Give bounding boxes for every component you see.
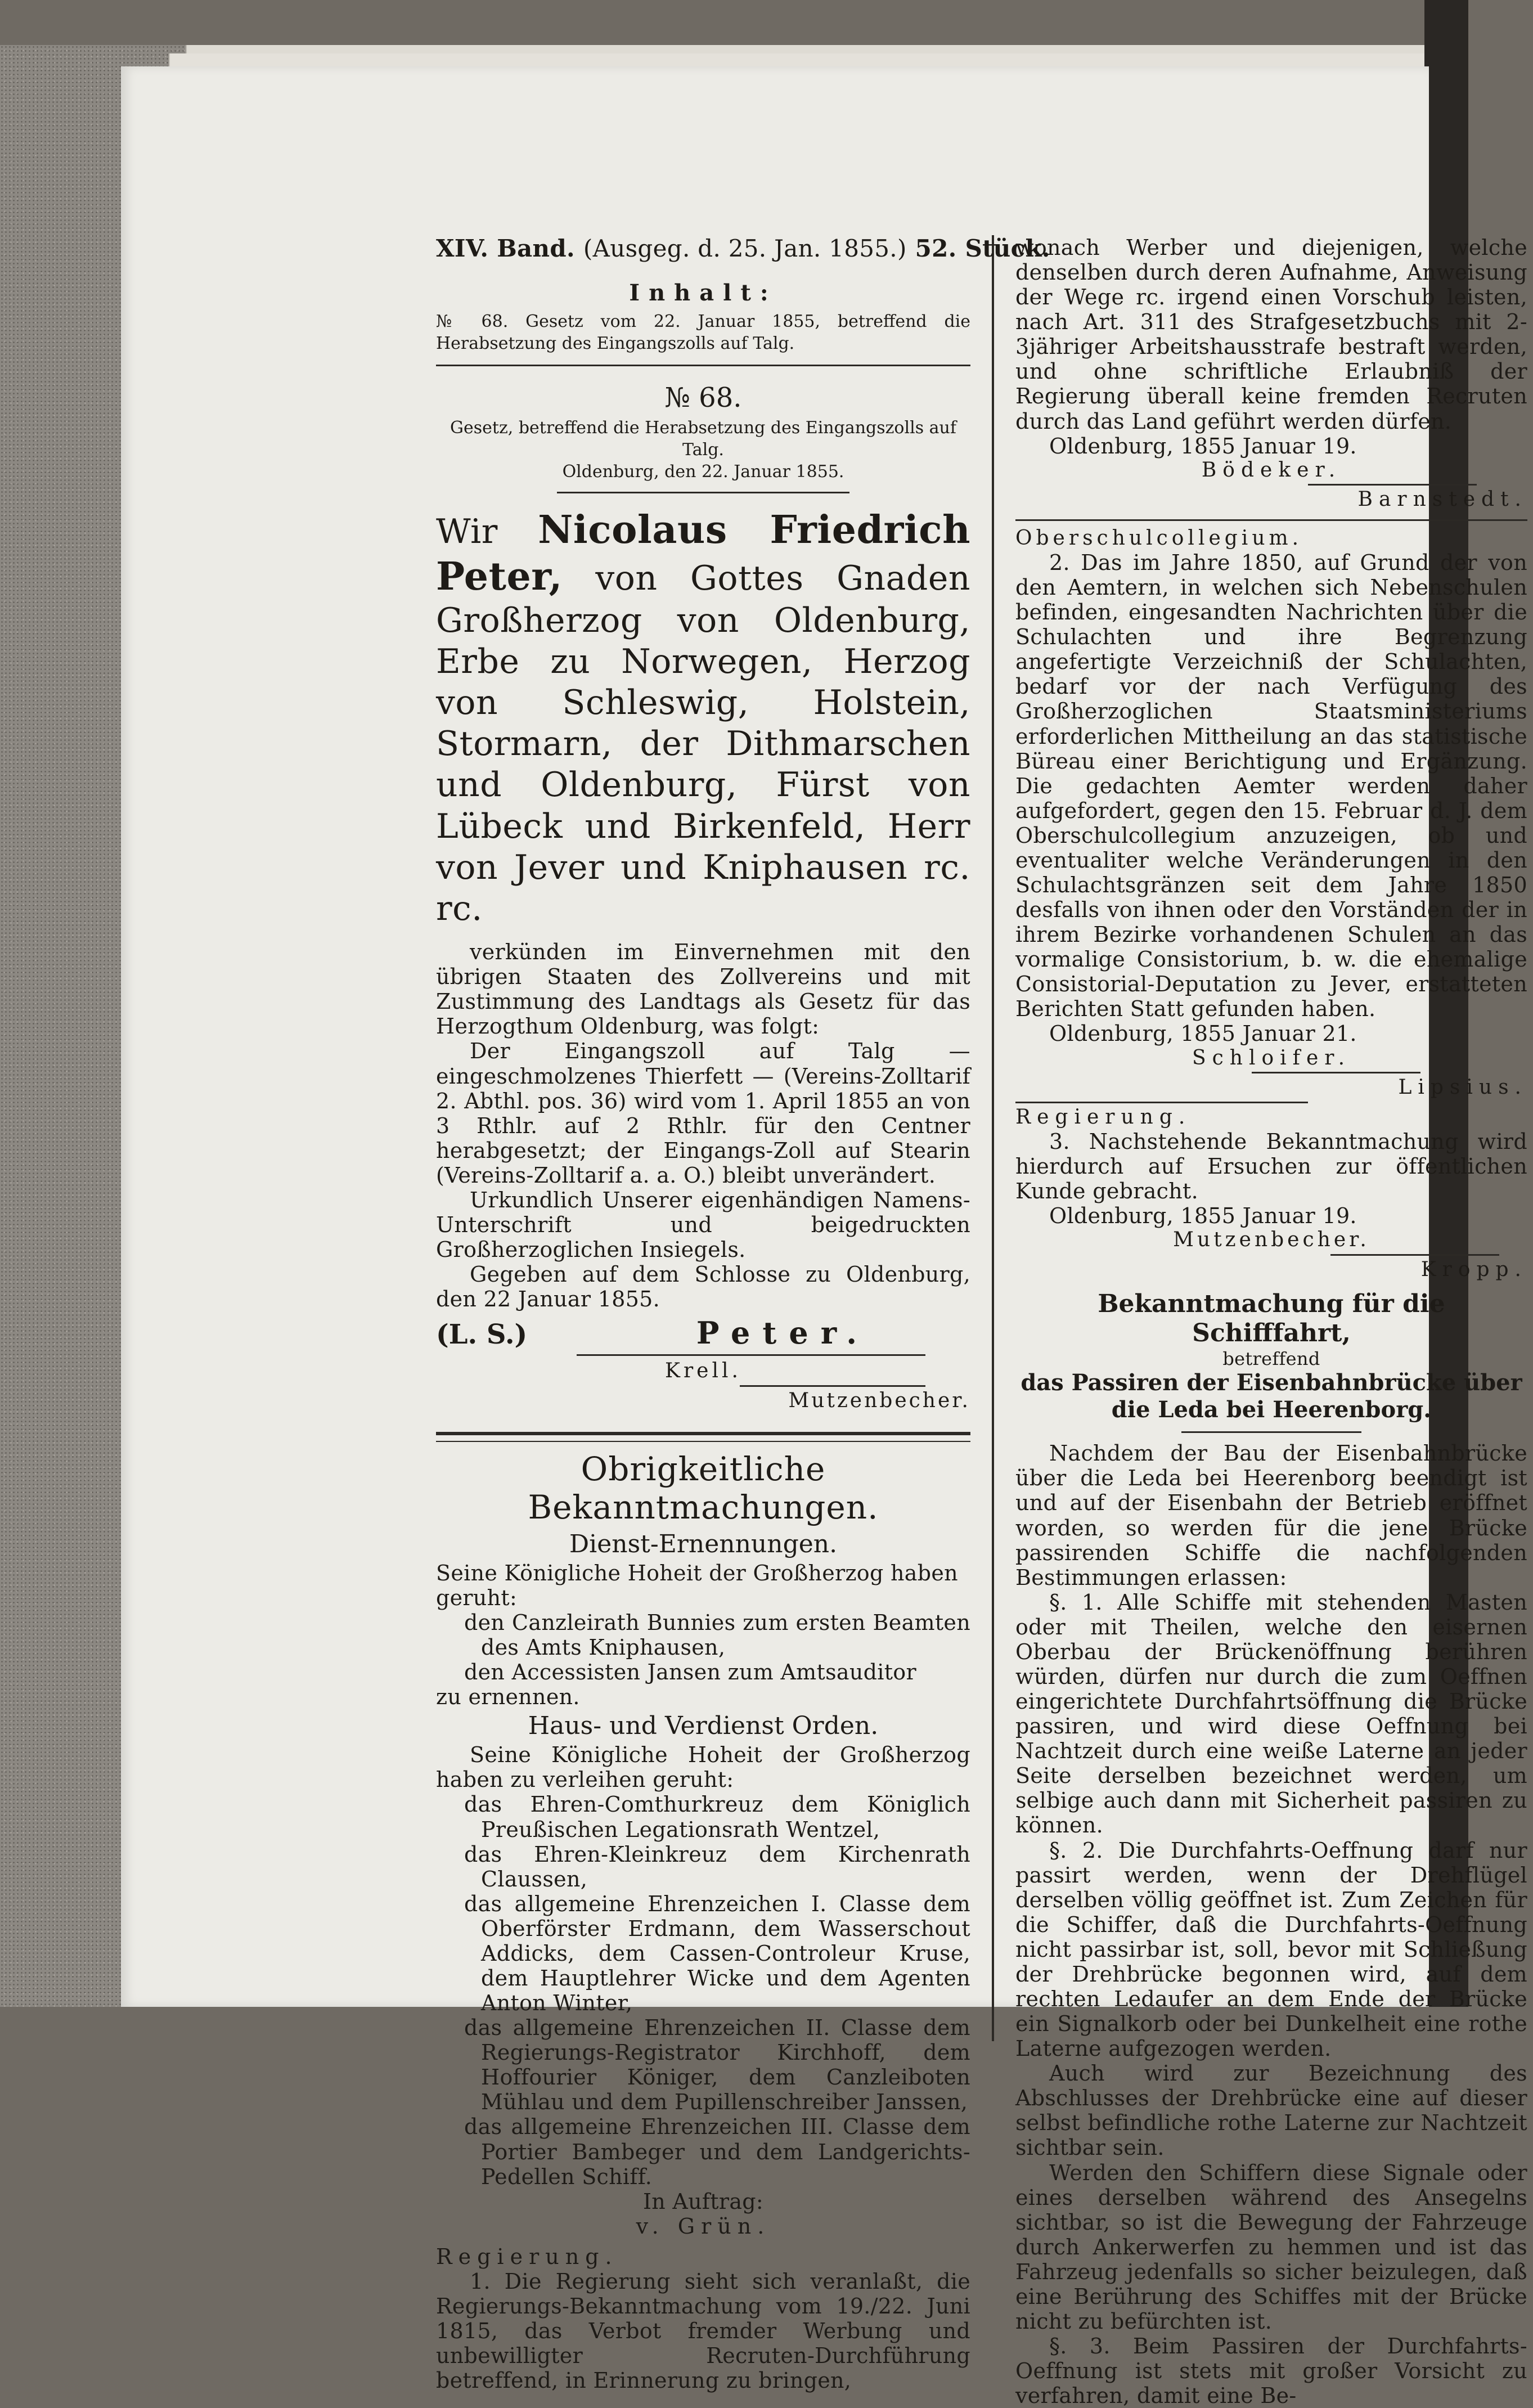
divider xyxy=(557,492,849,493)
auftrag-name: v. Grün. xyxy=(636,2213,771,2239)
date-line: Oldenburg, 1855 Januar 19. xyxy=(1049,433,1357,459)
divider xyxy=(1308,484,1477,486)
page-content xyxy=(307,179,1533,2408)
divider xyxy=(1252,1072,1420,1073)
law-paragraph: Der Eingangszoll auf Talg — eingeschmolzenes Thierfett — (Vereins-Zolltarif 2. Abthl. pos. 36) wird vom 1. April 1855 an von 3 Rthlr. auf 2 Rthlr. für den Centner herabgesetzt; der Eingangs-Zoll auf Stearin (Vereins-Zolltarif a. a. O.) bleibt unverändert. xyxy=(436,1039,970,1188)
section-rule-thin xyxy=(436,1441,970,1442)
issue-date: (Ausgeg. d. 25. Jan. 1855.) xyxy=(583,235,907,262)
list-item: den Accessisten Jansen zum Amtsauditor xyxy=(464,1660,916,1685)
law-subtitle: Gesetz, betreffend die Herabsetzung des Eingangszolls auf Talg. xyxy=(450,417,956,460)
column-divider xyxy=(992,235,994,2041)
signature-boedeker: Bödeker. xyxy=(1201,458,1342,482)
section-rule xyxy=(436,1432,970,1435)
law-paragraph: verkünden im Einvernehmen mit den übrigen Staaten des Zollvereins und mit Zustimmung des Landtags als Gesetz für das Herzogthum Oldenburg, was folgt: xyxy=(436,940,970,1039)
issue-header xyxy=(436,235,1050,263)
paragraph-2c: Werden den Schiffern diese Signale oder eines derselben während des Ansegelns sichtbar, so ist die Bewegung der Fahrzeuge durch Ankerwerfen zu hemmen und ist das Fahrzeug jedenfalls so sicher beizulegen, daß eine Berührung des Schiffes mit der Brücke nicht zu befürchten ist. xyxy=(1015,2160,1527,2334)
dienst-end: zu ernennen. xyxy=(436,1684,580,1710)
dienst-list xyxy=(436,1610,970,1684)
volume-label: XIV. Band. xyxy=(436,235,575,262)
list-item: das Ehren-Kleinkreuz dem Kirchenrath Claussen, xyxy=(464,1841,970,1892)
orden-intro: Seine Königliche Hoheit der Großherzog haben zu verleihen geruht: xyxy=(436,1742,970,1792)
date-line: Oldenburg, 1855 Januar 19. xyxy=(1049,1203,1357,1228)
law-paragraph: Urkundlich Unserer eigenhändigen Namens-Unterschrift und beigedruckten Großherzoglichen Insiegels. xyxy=(436,1187,970,1263)
list-item: den Canzleirath Bunnies zum ersten Beamten des Amts Kniphausen, xyxy=(464,1610,970,1660)
dienst-intro: Seine Königliche Hoheit der Großherzog haben geruht: xyxy=(436,1560,958,1610)
divider xyxy=(577,1354,925,1356)
list-item: das Ehren-Comthurkreuz dem Königlich Preußischen Legationsrath Wentzel, xyxy=(464,1792,970,1842)
left-column xyxy=(436,179,1050,2393)
law-number: № 68. xyxy=(664,381,742,414)
countersign-krell: Krell. xyxy=(665,1359,741,1383)
orden-list xyxy=(436,1792,970,2189)
list-item: das allgemeine Ehrenzeichen III. Classe dem Portier Bambeger und dem Landgerichts-Pedellen Schiff. xyxy=(464,2114,970,2189)
list-item: das allgemeine Ehrenzeichen II. Classe dem Regierungs-Registrator Kirchhoff, dem Hoffourier Königer, dem Canzleiboten Mühlau und dem Pupillenschreiber Janssen, xyxy=(464,2015,970,2115)
law-date: Oldenburg, den 22. Januar 1855. xyxy=(562,461,844,482)
orden-title: Haus- und Verdienst Orden. xyxy=(528,1711,879,1741)
signature-kropp: Kropp. xyxy=(1420,1257,1527,1281)
paragraph-2b: Auch wird zur Bezeichnung des Abschlusses der Drehbrücke eine auf dieser selbst befindliche rothe Laterne zur Nachtzeit sichtbar sein. xyxy=(1015,2061,1527,2160)
divider xyxy=(1330,1254,1499,1256)
oberschul-item-2: 2. Das im Jahre 1850, auf Grund der von den Aemtern, in welchen sich Nebenschulen befinden, eingesandten Nachrichten über die Schulachten und ihre Begrenzung angefertigte Verzeichniß der Schulachten, bedarf vor der nach Verfügung des Großherzoglichen Staatsministeriums erforderlichen Mittheilung an das statistische Büreau einer Berichtigung und Ergänzung. Die gedachten Aemter werden daher aufgefordert, gegen den 15. Februar d. J. dem Oberschulcollegium anzuzeigen, ob und eventualiter welche Veränderungen in den Schulachtsgränzen seit dem Jahre 1850 desfalls von ihnen oder den Vorständen der in ihrem Bezirke vorhandenen Schulen an das vormalige Consistorium, b. w. die ehemalige Consistorial-Deputation zu Jever, erstatteten Berichten Statt gefunden haben. xyxy=(1015,550,1527,1022)
announcements-title: Obrigkeitliche Bekanntmachungen. xyxy=(528,1449,879,1526)
regierung-item-3: 3. Nachstehende Bekanntmachung wird hierdurch auf Ersuchen zur öffentlichen Kunde gebracht. xyxy=(1015,1129,1527,1203)
sovereign-name: Nicolaus Friedrich Peter, xyxy=(436,507,971,599)
inhalt-entry: № 68. Gesetz vom 22. Januar 1855, betreffend die Herabsetzung des Eingangszolls auf Talg. xyxy=(436,311,970,353)
signature: Peter. xyxy=(696,1315,869,1351)
oberschul-label: Oberschulcollegium. xyxy=(1015,527,1303,550)
seal-mark: (L. S.) xyxy=(436,1319,528,1351)
date-line: Oldenburg, 1855 Januar 21. xyxy=(1049,1021,1357,1046)
countersign-mutzenbecher: Mutzenbecher. xyxy=(788,1389,970,1413)
law-paragraph: Gegeben auf dem Schlosse zu Oldenburg, den 22 Januar 1855. xyxy=(436,1262,970,1312)
shipping-notice-title: Bekanntmachung für die Schifffahrt, xyxy=(1098,1289,1445,1348)
regierung-label: Regierung. xyxy=(436,2244,618,2269)
shipping-intro: Nachdem der Bau der Eisenbahnbrücke über die Leda bei Heerenborg beendigt ist und auf der Eisenbahn der Betrieb eröffnet worden, so werden für die jene Brücke passirenden Schiffe die nachfolgenden Bestimmungen erlassen: xyxy=(1015,1441,1527,1590)
signature-lipsius: Lipsius. xyxy=(1398,1076,1527,1099)
divider xyxy=(1015,519,1527,521)
paragraph-3: §. 3. Beim Passiren der Durchfahrts-Oeffnung ist stets mit großer Vorsicht zu verfahren, damit eine Be- xyxy=(1015,2334,1527,2408)
wir-prefix: Wir xyxy=(436,511,498,551)
inhalt-title: Inhalt: xyxy=(629,279,777,306)
shipping-notice-betreffend: betreffend xyxy=(1222,1348,1320,1370)
paragraph-2: §. 2. Die Durchfahrts-Oeffnung darf nur passirt werden, wenn der Drehflügel derselben völlig geöffnet ist. Zum Zeichen für die Schiffer, daß die Durchfahrts-Oeffnung nicht passirbar ist, soll, bevor mit Schließung der Drehbrücke begonnen wird, auf dem rechten Ledaufer an dem Ende der Brücke ein Signalkorb oder bei Dunkelheit eine rothe Laterne aufgezogen werden. xyxy=(1015,1838,1527,2061)
divider xyxy=(1181,1431,1361,1433)
regierung-item-1: 1. Die Regierung sieht sich veranlaßt, die Regierungs-Bekanntmachung vom 19./22. Juni 1815, das Verbot fremder Werbung und unbewilligter Recruten-Durchführung betreffend, in Erinnerung zu bringen, xyxy=(436,2268,970,2393)
document-page xyxy=(121,66,1527,2408)
divider xyxy=(1015,1102,1308,1103)
regierung-item-1-continued: wonach Werber und diejenigen, welche denselben durch deren Aufnahme, Anweisung der Wege rc. irgend einen Vorschub leisten, nach Art. 311 des Strafgesetzbuchs mit 2-3jähriger Arbeitshausstrafe bestraft werden, und ohne schriftliche Erlaubniß der Regierung überall keine fremden Recruten durch das Land geführt werden dürfen. xyxy=(1015,235,1527,434)
regierung-label: Regierung. xyxy=(1015,1106,1192,1129)
signature-schloifer: Schloifer. xyxy=(1192,1046,1351,1070)
piece-label: 52. Stück. xyxy=(915,235,1050,262)
dienst-title: Dienst-Ernennungen. xyxy=(569,1529,838,1558)
auftrag-label: In Auftrag: xyxy=(642,2189,764,2214)
paragraph-1: §. 1. Alle Schiffe mit stehenden Masten oder mit Theilen, welche den eisernen Oberbau der Brückenöffnung berühren würden, dürfen nur durch die zum Oeffnen eingerichtete Durchfahrtsöffnung die Brücke passiren, und wird diese Oeffnung bei Nachtzeit durch eine weiße Laterne an jeder Seite derselben bezeichnet werden, um selbige auch dann mit Sicherheit passiren zu können. xyxy=(1015,1589,1527,1838)
divider xyxy=(436,365,970,366)
sovereign-titles: von Gottes Gnaden Großherzog von Oldenburg, Erbe zu Norwegen, Herzog von Schleswig, Holstein, Stormarn, der Dithmarschen und Oldenburg, Fürst von Lübeck und Birkenfeld, Herr von Jever und Kniphausen rc. rc. xyxy=(436,558,970,928)
signature-mutzenbecher: Mutzenbecher. xyxy=(1173,1228,1370,1252)
shipping-notice-subject: das Passiren der Eisenbahnbrücke über die Leda bei Heerenborg. xyxy=(1020,1369,1522,1423)
divider xyxy=(740,1385,925,1387)
law-preamble xyxy=(436,507,970,929)
list-item: das allgemeine Ehrenzeichen I. Classe dem Oberförster Erdmann, dem Wasserschout Addicks, dem Cassen-Controleur Kruse, dem Hauptlehrer Wicke und dem Agenten Anton Winter, xyxy=(464,1891,970,2016)
signature-barnstedt: Barnstedt. xyxy=(1357,488,1527,511)
right-column xyxy=(1015,235,1527,2408)
